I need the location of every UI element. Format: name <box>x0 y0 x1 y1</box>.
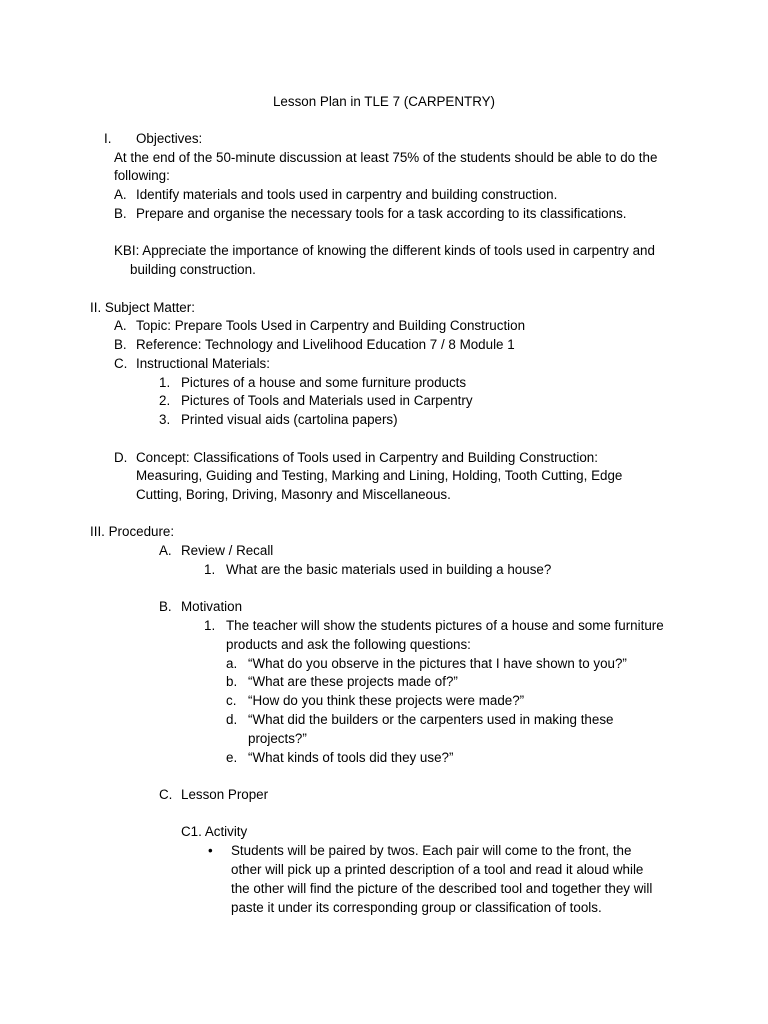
question-marker: d. <box>226 712 238 727</box>
subject-marker: C. <box>114 356 128 371</box>
material-item: Pictures of a house and some furniture products <box>181 375 467 390</box>
objective-marker: B. <box>114 206 127 221</box>
motivation-question: “How do you think these projects were made?” <box>248 693 525 708</box>
review-marker: A. <box>159 543 172 558</box>
bullet-icon: • <box>208 843 213 858</box>
motivation-question: “What did the builders or the carpenters used in making these <box>248 712 614 727</box>
concept-marker: D. <box>114 450 128 465</box>
objectives-heading: Objectives: <box>136 131 203 146</box>
objectives-intro-line: following: <box>114 168 170 183</box>
subject-materials-heading: Instructional Materials: <box>136 356 270 371</box>
subject-matter-heading: II. Subject Matter: <box>90 300 195 315</box>
document-title: Lesson Plan in TLE 7 (CARPENTRY) <box>272 94 496 109</box>
subject-marker: B. <box>114 337 127 352</box>
motivation-question-cont: projects?” <box>248 731 307 746</box>
review-label: Review / Recall <box>181 543 274 558</box>
objective-item: Prepare and organise the necessary tools for a task according to its classifications. <box>136 206 627 221</box>
concept-line: Cutting, Boring, Driving, Masonry and Miscellaneous. <box>136 487 451 502</box>
motivation-marker: B. <box>159 599 172 614</box>
motivation-label: Motivation <box>181 599 243 614</box>
motivation-line: The teacher will show the students pictures of a house and some furniture <box>226 618 664 633</box>
motivation-line: products and ask the following questions: <box>226 637 471 652</box>
question-marker: e. <box>226 750 238 765</box>
motivation-question: “What are these projects made of?” <box>248 674 458 689</box>
material-item: Printed visual aids (cartolina papers) <box>181 412 398 427</box>
review-question: What are the basic materials used in building a house? <box>226 562 552 577</box>
objective-item: Identify materials and tools used in carpentry and building construction. <box>136 187 558 202</box>
activity-line: other will pick up a printed description of a tool and read it aloud while <box>231 862 644 877</box>
objective-marker: A. <box>114 187 127 202</box>
concept-line: Measuring, Guiding and Testing, Marking and Lining, Holding, Tooth Cutting, Edge <box>136 468 623 483</box>
subject-reference: Reference: Technology and Livelihood Education 7 / 8 Module 1 <box>136 337 515 352</box>
kbi-line: KBI: Appreciate the importance of knowing the different kinds of tools used in carpentry and <box>114 243 655 258</box>
subject-topic: Topic: Prepare Tools Used in Carpentry and Building Construction <box>136 318 526 333</box>
motivation-item-marker: 1. <box>204 618 216 633</box>
lesson-proper-marker: C. <box>159 787 173 802</box>
subject-marker: A. <box>114 318 127 333</box>
motivation-question: “What do you observe in the pictures that I have shown to you?” <box>248 656 627 671</box>
kbi-line: building construction. <box>130 262 256 277</box>
objectives-number: I. <box>104 131 112 146</box>
question-marker: a. <box>226 656 238 671</box>
question-marker: c. <box>226 693 237 708</box>
activity-line: Students will be paired by twos. Each pair will come to the front, the <box>231 843 632 858</box>
material-item: Pictures of Tools and Materials used in Carpentry <box>181 393 473 408</box>
material-marker: 1. <box>159 375 171 390</box>
procedure-heading: III. Procedure: <box>90 524 175 539</box>
lesson-proper-label: Lesson Proper <box>181 787 269 802</box>
motivation-question: “What kinds of tools did they use?” <box>248 750 454 765</box>
activity-heading: C1. Activity <box>181 824 248 839</box>
review-question-marker: 1. <box>204 562 216 577</box>
activity-line: paste it under its corresponding group or classification of tools. <box>231 900 602 915</box>
material-marker: 2. <box>159 393 171 408</box>
question-marker: b. <box>226 674 238 689</box>
concept-line: Concept: Classifications of Tools used in Carpentry and Building Construction: <box>136 450 598 465</box>
material-marker: 3. <box>159 412 171 427</box>
objectives-intro-line: At the end of the 50-minute discussion at least 75% of the students should be able to do the <box>114 150 658 165</box>
activity-line: the other will find the picture of the described tool and together they will <box>231 881 653 896</box>
